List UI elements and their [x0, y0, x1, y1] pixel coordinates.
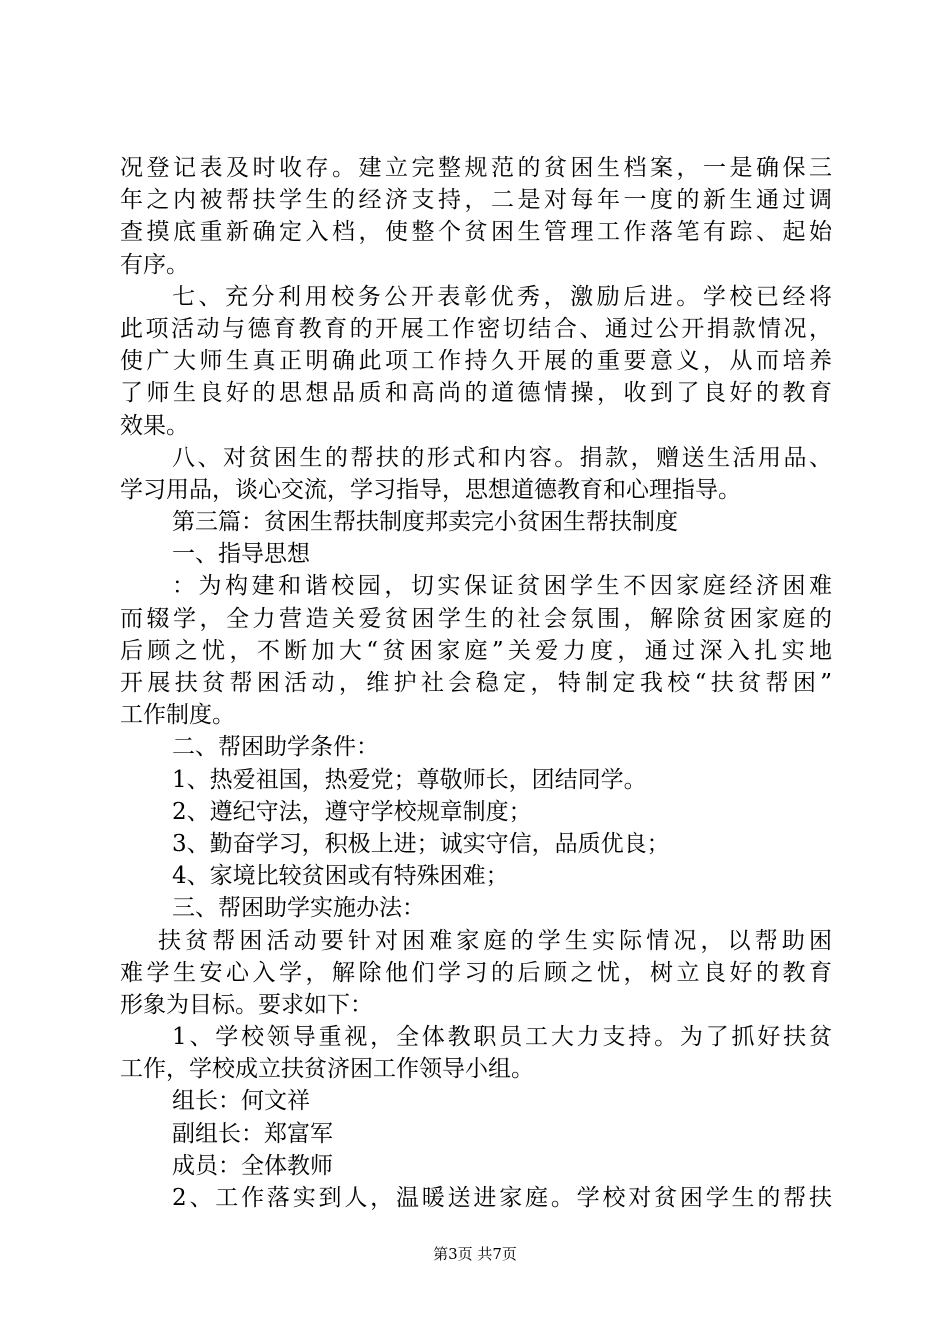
document-body [120, 152, 832, 1214]
text-line: 扶贫帮困活动要针对困难家庭的学生实际情况，以帮助困 [158, 927, 832, 954]
text-line: 2、工作落实到人，温暖送进家庭。学校对贫困学生的帮扶 [172, 1185, 832, 1211]
list-item: 3、勤奋学习，积极上进；诚实守信，品质优良； [172, 830, 670, 857]
text-line: 学习用品，谈心交流，学习指导，思想道德教育和心理指导。 [120, 476, 741, 503]
list-item: 2、遵纪守法，遵守学校规章制度； [172, 798, 532, 825]
list-item: 4、家境比较贫困或有特殊困难； [172, 863, 509, 890]
text-line: 查摸底重新确定入档，使整个贫困生管理工作落笔有踪、起始 [120, 219, 832, 246]
text-line: 使广大师生真正明确此项工作持久开展的重要意义，从而培养 [120, 348, 832, 375]
text-line: 开展扶贫帮困活动，维护社会稳定，特制定我校“扶贫帮困” [120, 670, 832, 696]
text-line: 了师生良好的思想品质和高尚的道德情操，收到了良好的教育 [120, 380, 832, 407]
text-line: 况登记表及时收存。建立完整规范的贫困生档案，一是确保三 [120, 155, 832, 181]
text-line: 效果。 [120, 412, 189, 439]
page-number: 第3页 共7页 [433, 1245, 517, 1263]
text-line: 难学生安心入学，解除他们学习的后顾之忧，树立良好的教育 [120, 959, 832, 986]
text-line: 形象为目标。要求如下： [120, 991, 373, 1018]
list-item: 1、热爱祖国，热爱党；尊敬师长，团结同学。 [172, 766, 647, 793]
text-line: 后顾之忧，不断加大“贫困家庭”关爱力度，通过深入扎实地 [120, 637, 832, 664]
text-line: 有序。 [120, 251, 189, 278]
text-line: 成员：全体教师 [172, 1152, 333, 1179]
text-line: 工作制度。 [120, 702, 235, 729]
section-heading: 三、帮困助学实施办法： [172, 895, 425, 922]
section-heading: 二、帮困助学条件： [172, 734, 379, 761]
text-line: 年之内被帮扶学生的经济支持，二是对每年一度的新生通过调 [120, 187, 832, 214]
text-line: ：为构建和谐校园，切实保证贫困学生不因家庭经济困难 [172, 573, 832, 600]
text-line: 此项活动与德育教育的开展工作密切结合、通过公开捐款情况， [120, 315, 832, 342]
text-line: 1、学校领导重视，全体教职员工大力支持。为了抓好扶贫 [172, 1024, 832, 1051]
text-line: 组长：何文祥 [172, 1088, 310, 1115]
text-line: 而辍学，全力营造关爱贫困学生的社会氛围，解除贫困家庭的 [120, 605, 832, 632]
text-line: 七、充分利用校务公开表彰优秀，激励后进。学校已经将 [172, 283, 832, 310]
text-line: 副组长：郑富军 [172, 1120, 333, 1147]
section-heading: 一、指导思想 [172, 541, 310, 568]
text-line: 八、对贫困生的帮扶的形式和内容。捐款，赠送生活用品、 [172, 444, 832, 471]
section-heading: 第三篇：贫困生帮扶制度邦卖完小贫困生帮扶制度 [172, 509, 678, 536]
text-line: 工作，学校成立扶贫济困工作领导小组。 [120, 1056, 534, 1083]
